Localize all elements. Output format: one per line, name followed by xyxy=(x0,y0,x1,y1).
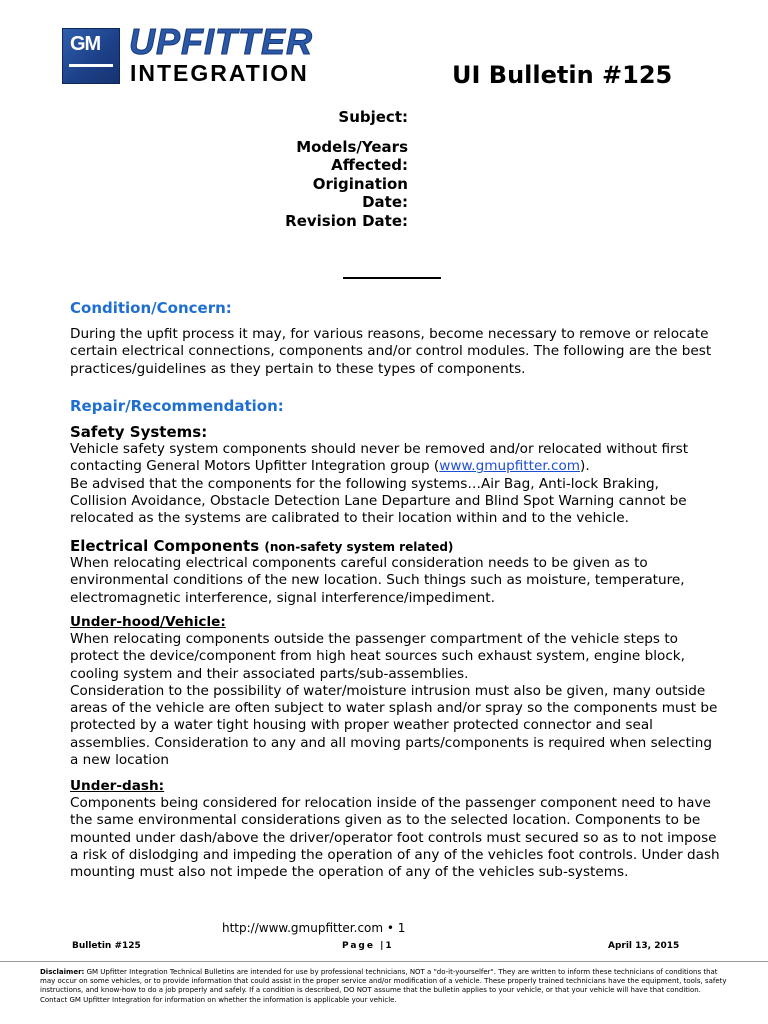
origination-label: Origination xyxy=(312,175,408,193)
disclaimer-text: Disclaimer: GM Upfitter Integration Technical Bulletins are intended for use by professional technicians, NOT a "do-it-yourselfer". They are written to inform these technicians of conditions that may occur on some vehicles, or to provide information that could assist in the proper service and/or modification of a vehicle. These properly trained technicians have the equipment, tools, safety instructions, and know-how to do a job properly and safely. If a condition is described, DO NOT assume that the bulletin applies to your vehicle, or that your vehicle will have that condition. Contact GM Upfitter Integration for information on whether the information is applicable your vehicle. xyxy=(40,968,727,1004)
safety-text: Vehicle safety system components should never be removed and/or relocated without first contacting General Motors Upfitter Integration group (www.gmupfitter.com). Be advised that the components for the following systems…Air Bag, Anti-lock Braking, Collision Avoidance, Obstacle Detection Lane Departure and Blind Spot Warning cannot be relocated as the systems are calibrated to their location within and to the vehicle. xyxy=(70,441,689,527)
logo-upfitter-text: UPFITTER xyxy=(129,21,313,62)
underdash-heading: Under-dash: xyxy=(70,778,165,794)
page-title: UI Bulletin #125 xyxy=(452,61,673,89)
underdash-text: Components being considered for relocation inside of the passenger component need to have the same environmental considerations given as to the selected location. Components to be mounted under dash/above the driver/operator foot controls must secured so as to not impose a risk of dislodging and impeding the operation of any of the vehicles foot controls. Under dash mounting must also not impede the operation of any of the vehicles sub-systems. xyxy=(70,795,720,881)
affected-label: Affected: xyxy=(331,156,408,174)
footer-url: http://www.gmupfitter.com • 1 xyxy=(222,921,406,935)
underhood-text: When relocating components outside the passenger compartment of the vehicle steps to protect the device/component from high heat sources such exhaust system, engine block, cooling system and their associated parts/sub-assemblies. Consideration to the possibility of water/moisture intrusion must also be given, many outside areas of the vehicle are often subject to water splash and/or spray so the components must be protected by a water tight housing with proper weather protected connector and seal assemblies. Consideration to any and all moving parts/components is required when selecting a new location xyxy=(70,631,718,769)
revision-date-label: Revision Date: xyxy=(285,212,408,230)
gm-logo-text: GM xyxy=(70,33,101,55)
models-years-label: Models/Years xyxy=(296,138,408,156)
logo-integration-text: INTEGRATION xyxy=(130,60,309,86)
condition-heading: Condition/Concern: xyxy=(70,299,232,317)
safety-heading: Safety Systems: xyxy=(70,423,208,441)
underhood-heading: Under-hood/Vehicle: xyxy=(70,614,226,630)
footer-date: April 13, 2015 xyxy=(608,941,680,951)
gm-logo-icon xyxy=(62,28,120,84)
gmupfitter-link[interactable]: www.gmupfitter.com xyxy=(439,458,581,475)
date-label: Date: xyxy=(362,193,408,211)
footer-divider xyxy=(0,961,768,962)
electrical-note: (non-safety system related) xyxy=(264,540,454,554)
repair-heading: Repair/Recommendation: xyxy=(70,397,284,415)
condition-text: During the upfit process it may, for various reasons, become necessary to remove or relocate certain electrical connections, components and/or control modules. The following are the best practices/guidelines as they pertain to these types of components. xyxy=(70,326,712,377)
divider xyxy=(343,277,441,279)
electrical-text: When relocating electrical components careful consideration needs to be given as to environmental conditions of the new location. Such things such as moisture, temperature, electromagnetic interference, signal interference/impediment. xyxy=(70,555,685,606)
footer-page-number: Page |1 xyxy=(342,941,394,951)
footer-bulletin-number: Bulletin #125 xyxy=(72,941,141,951)
electrical-heading: Electrical Components (non-safety system related) xyxy=(70,537,454,555)
subject-label: Subject: xyxy=(338,108,408,126)
